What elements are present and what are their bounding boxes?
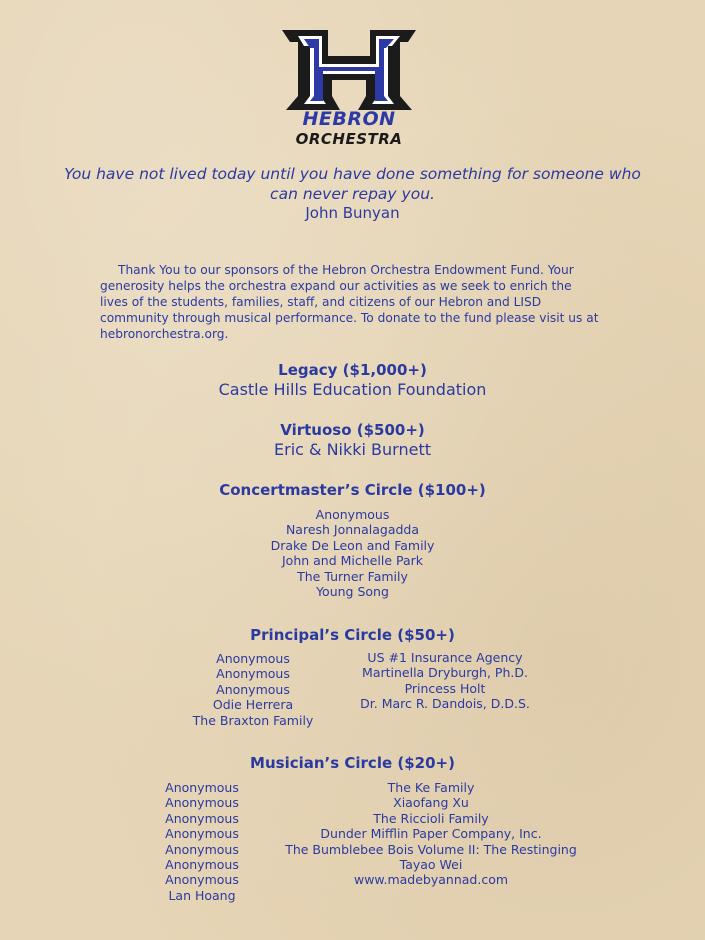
donor-name: Naresh Jonnalagadda	[285, 522, 420, 538]
donor-name: Tayao Wei	[399, 857, 463, 873]
quote-author: John Bunyan	[305, 204, 400, 222]
donor-name: Anonymous	[165, 841, 239, 857]
principal-donor-list-left	[182, 651, 324, 728]
musician-tier-title: Musician’s Circle ($20+)	[250, 754, 455, 772]
logo-word-hebron: HEBRON	[302, 108, 396, 130]
legacy-donor: Castle Hills Education Foundation	[218, 380, 487, 399]
donor-name: Anonymous	[165, 826, 239, 842]
principal-donor-list-right	[340, 650, 550, 712]
concertmaster-tier-title: Concertmaster’s Circle ($100+)	[219, 481, 486, 499]
donor-name: The Turner Family	[297, 568, 408, 584]
donor-name: The Bumblebee Bois Volume II: The Restinging	[285, 841, 577, 857]
concertmaster-donor-list	[0, 507, 705, 599]
donor-name: Anonymous	[216, 651, 290, 666]
musician-donor-list-left	[152, 780, 252, 903]
donor-name: Lan Hoang	[168, 887, 236, 903]
donor-name: Anonymous	[216, 666, 290, 682]
intro-paragraph: Thank You to our sponsors of the Hebron Orchestra Endowment Fund. Your generosity helps the orchestra expand our activities as we seek to enrich the lives of the students, families, staff, and citizens of our Hebron and LISD community through musical performance. To donate to the fund please visit us at hebronorchestra.org.	[100, 263, 599, 341]
logo-word-orchestra: ORCHESTRA	[295, 130, 403, 148]
virtuoso-donor: Eric & Nikki Burnett	[274, 440, 431, 459]
legacy-tier-title: Legacy ($1,000+)	[278, 361, 427, 379]
donor-name: Young Song	[316, 584, 389, 600]
donor-name: Anonymous	[216, 681, 290, 697]
donor-name: The Braxton Family	[192, 712, 314, 728]
donor-name: Xiaofang Xu	[393, 795, 469, 811]
donor-name: Anonymous	[165, 810, 239, 826]
donor-name: Anonymous	[315, 507, 390, 522]
donor-name: John and Michelle Park	[281, 553, 423, 569]
donor-name: Dunder Mifflin Paper Company, Inc.	[320, 826, 542, 842]
donor-name: Anonymous	[165, 857, 239, 873]
donor-name: www.madebyannad.com	[353, 872, 509, 888]
donor-name: Anonymous	[165, 780, 239, 795]
principal-tier-title: Principal’s Circle ($50+)	[250, 626, 455, 644]
donor-name: The Riccioli Family	[373, 810, 489, 826]
donor-name: Martinella Dryburgh, Ph.D.	[362, 665, 528, 681]
musician-donor-list-right	[268, 780, 594, 888]
h-mark-icon	[280, 28, 418, 112]
donor-name: Odie Herrera	[212, 697, 294, 713]
donor-name: The Ke Family	[387, 780, 475, 795]
donor-name: US #1 Insurance Agency	[367, 650, 523, 665]
donor-name: Anonymous	[165, 795, 239, 811]
donor-name: Princess Holt	[404, 680, 486, 696]
quote-text: You have not lived today until you have done something for someone who can never repay you.	[64, 165, 641, 203]
donor-name: Dr. Marc R. Dandois, D.D.S.	[360, 696, 530, 712]
donor-name: Anonymous	[165, 872, 239, 888]
donor-name: Drake De Leon and Family	[270, 537, 435, 553]
hebron-orchestra-logo	[280, 28, 418, 150]
virtuoso-tier-title: Virtuoso ($500+)	[280, 421, 425, 439]
